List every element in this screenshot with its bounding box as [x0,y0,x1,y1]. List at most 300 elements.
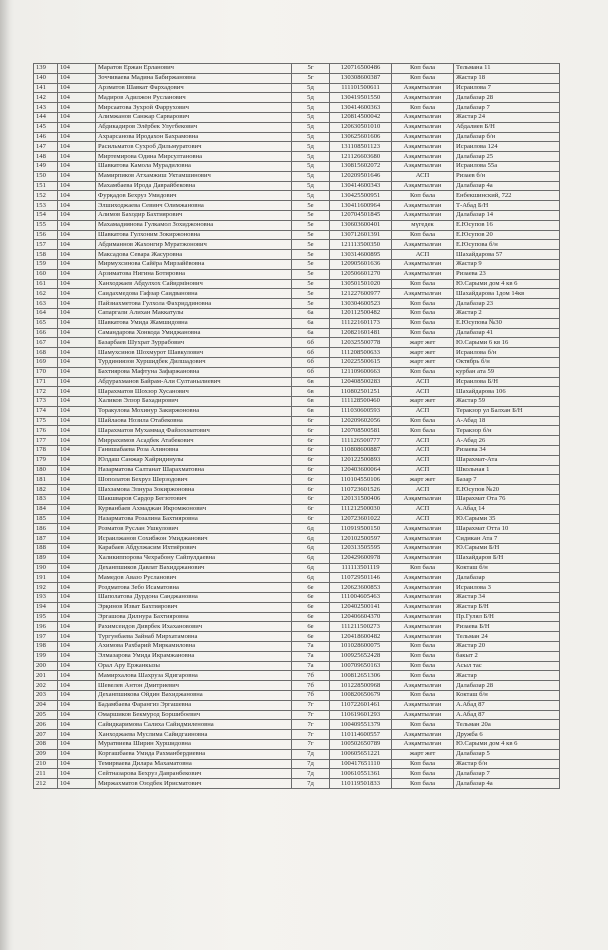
class-name-cell: 7а [292,642,330,652]
row-number-cell: 145 [34,122,58,132]
student-id-cell: 130414600343 [330,181,392,191]
table-row [34,700,560,710]
home-address-cell: Жастар 24 [454,112,560,122]
home-address-cell: Жастар 18 [454,73,560,83]
student-name-cell: Эрқинов Изват Бахтиярович [96,602,292,612]
student-name-cell: Миртемирова Одина Мирсултановна [96,152,292,162]
student-id-cell: 100610551361 [330,769,392,779]
class-name-cell: 7д [292,779,330,789]
school-number-cell: 104 [58,681,96,691]
student-id-cell: 100605651221 [330,749,392,759]
home-address-cell: Далабазар 5 [454,749,560,759]
school-number-cell: 104 [58,495,96,505]
table-row [34,583,560,593]
table-row [34,671,560,681]
table-row [34,191,560,201]
school-number-cell: 104 [58,710,96,720]
student-id-cell: 110802501251 [330,387,392,397]
class-name-cell: 5г [292,64,330,74]
family-status-cell: Аэқамтылған [392,259,454,269]
student-name-cell: Шаполатова Дурдона Санджановна [96,593,292,603]
class-name-cell: 5е [292,289,330,299]
student-id-cell: 120209602056 [330,416,392,426]
student-name-cell: Назарматова Салтанат Шарахматовна [96,465,292,475]
student-name-cell: Карабаев Абдулжасим Ихтиёрович [96,544,292,554]
home-address-cell: курбан ата 59 [454,367,560,377]
table-row [34,328,560,338]
class-name-cell: 6е [292,583,330,593]
school-number-cell: 104 [58,259,96,269]
school-number-cell: 104 [58,240,96,250]
student-id-cell: 120102500597 [330,534,392,544]
family-status-cell: Аэқамтылған [392,112,454,122]
row-number-cell: 148 [34,152,58,162]
row-number-cell: 195 [34,612,58,622]
table-row [34,730,560,740]
home-address-cell: А-Абад 26 [454,436,560,446]
family-status-cell: АСП [392,485,454,495]
row-number-cell: 160 [34,269,58,279]
student-name-cell: Сапаргали Алихан Маккатулы [96,308,292,318]
family-status-cell: Коп бала [392,191,454,201]
student-name-cell: Зоччиваева Мадина Бабиржановна [96,73,292,83]
table-row [34,602,560,612]
family-status-cell: Коп бала [392,671,454,681]
table-row [34,348,560,358]
table-row [34,651,560,661]
table-row [34,132,560,142]
class-name-cell: 7г [292,720,330,730]
class-name-cell: 5д [292,112,330,122]
student-name-cell: Мадиров Адилжон Русланович [96,93,292,103]
home-address-cell: Жастар 9 [454,259,560,269]
student-id-cell: 120406604370 [330,612,392,622]
family-status-cell: Аэқамтылған [392,632,454,642]
school-number-cell: 104 [58,524,96,534]
class-name-cell: 7а [292,661,330,671]
table-row [34,681,560,691]
family-status-cell: Коп бала [392,759,454,769]
family-status-cell: Аэқамтылған [392,289,454,299]
table-row [34,181,560,191]
row-number-cell: 184 [34,504,58,514]
class-name-cell: 6б [292,348,330,358]
table-row [34,544,560,554]
student-name-cell: Миржахматов Озодбек Ирисматович [96,779,292,789]
student-name-cell: Абдурахманов Байрам-Али Султанылиевич [96,377,292,387]
row-number-cell: 161 [34,279,58,289]
student-name-cell: Назарматова Розалина Бахтияровна [96,514,292,524]
home-address-cell: Кокташ б/н [454,691,560,701]
student-id-cell: 130304600523 [330,299,392,309]
table-row [34,269,560,279]
student-id-cell: 110619601293 [330,710,392,720]
home-address-cell: Жастар Б/Н [454,602,560,612]
row-number-cell: 173 [34,397,58,407]
family-status-cell: Аэқамтылған [392,612,454,622]
student-name-cell: Турдиниязов Хуршидбек Дилшадович [96,357,292,367]
family-status-cell: мүгедек [392,220,454,230]
class-name-cell: 5е [292,259,330,269]
student-name-cell: Темирваева Дилара Махаматовна [96,759,292,769]
school-number-cell: 104 [58,504,96,514]
row-number-cell: 176 [34,426,58,436]
school-number-cell: 104 [58,83,96,93]
class-name-cell: 6е [292,632,330,642]
row-number-cell: 146 [34,132,58,142]
family-status-cell: Коп бала [392,563,454,573]
student-name-cell: Ханходжаев Абдулхох Сайидмінович [96,279,292,289]
table-row [34,406,560,416]
class-name-cell: 6г [292,426,330,436]
table-row [34,367,560,377]
family-status-cell: Аэқамтылған [392,534,454,544]
student-id-cell: 120402500141 [330,602,392,612]
student-name-cell: Юлдаш Санжар Хайридинулы [96,455,292,465]
table-row [34,93,560,103]
table-row [34,357,560,367]
family-status-cell: Коп бала [392,720,454,730]
family-status-cell: Аэқамтылған [392,524,454,534]
class-name-cell: 5е [292,279,330,289]
family-status-cell: Аэқамтылған [392,681,454,691]
school-number-cell: 104 [58,201,96,211]
row-number-cell: 174 [34,406,58,416]
home-address-cell: Жастар 34 [454,593,560,603]
table-row [34,83,560,93]
student-name-cell: Эргашова Дилнура Бахтияровна [96,612,292,622]
student-name-cell: Бадамбаева Фарангиз Эргашевна [96,700,292,710]
home-address-cell: бакыт 2 [454,651,560,661]
family-status-cell: Аэқамтылған [392,132,454,142]
home-address-cell: Шахайдарова 1дом 14кв [454,289,560,299]
student-name-cell: Омаршиков Бекмурод Боршибоевич [96,710,292,720]
student-id-cell: 120723601022 [330,514,392,524]
school-number-cell: 104 [58,181,96,191]
student-id-cell: 131108501123 [330,142,392,152]
school-number-cell: 104 [58,250,96,260]
school-number-cell: 104 [58,544,96,554]
student-id-cell: 100709650163 [330,661,392,671]
home-address-cell: Октябрь б/н [454,357,560,367]
student-name-cell: Шополатов Бехруз Шерзодович [96,475,292,485]
row-number-cell: 192 [34,583,58,593]
home-address-cell: Шарахмат Ота 76 [454,495,560,505]
school-number-cell: 104 [58,514,96,524]
student-id-cell: 130414600363 [330,103,392,113]
student-name-cell: Абдикадиров Элёрбек Улугбекович [96,122,292,132]
student-id-cell: 101028600075 [330,642,392,652]
school-number-cell: 104 [58,416,96,426]
class-name-cell: 5е [292,250,330,260]
table-row [34,338,560,348]
school-number-cell: 104 [58,289,96,299]
student-name-cell: Махамбаева Ирода Даврайбековна [96,181,292,191]
class-name-cell: 6г [292,455,330,465]
student-id-cell: 120623600853 [330,583,392,593]
school-number-cell: 104 [58,622,96,632]
student-id-cell: 100820650679 [330,691,392,701]
student-id-cell: 110104550106 [330,475,392,485]
student-name-cell: Шайлаова Нозила Отабековна [96,416,292,426]
family-status-cell: АСП [392,455,454,465]
class-name-cell: 5д [292,93,330,103]
student-name-cell: Курванбаев Ахмаджан Икромжонович [96,504,292,514]
table-row [34,318,560,328]
home-address-cell: Кокташ б/н [454,563,560,573]
student-name-cell: Халикиппорова Чехрабону Сайпулдаевна [96,553,292,563]
row-number-cell: 168 [34,348,58,358]
row-number-cell: 212 [34,779,58,789]
school-number-cell: 104 [58,210,96,220]
student-id-cell: 110919500150 [330,524,392,534]
table-row [34,739,560,749]
school-number-cell: 104 [58,700,96,710]
family-status-cell: Коп бала [392,367,454,377]
school-number-cell: 104 [58,64,96,74]
school-number-cell: 104 [58,220,96,230]
student-id-cell: 110729501146 [330,573,392,583]
student-name-cell: Халиков Элзор Бахадирович [96,397,292,407]
family-status-cell: Коп бала [392,642,454,652]
table-row [34,710,560,720]
family-status-cell: жарт жет [392,357,454,367]
family-status-cell: Коп бала [392,416,454,426]
student-name-cell: Ахимова Рахбарий Миркамиловна [96,642,292,652]
row-number-cell: 186 [34,524,58,534]
class-name-cell: 7г [292,730,330,740]
student-name-cell: Розматов Руслан Ушкулович [96,524,292,534]
student-name-cell: Мамедов Авазо Русланович [96,573,292,583]
student-id-cell: 130712601391 [330,230,392,240]
class-name-cell: 7а [292,651,330,661]
student-name-cell: Торакулова Мохинур Закиржоновна [96,406,292,416]
class-name-cell: 5е [292,240,330,250]
row-number-cell: 200 [34,661,58,671]
row-number-cell: 189 [34,553,58,563]
row-number-cell: 157 [34,240,58,250]
row-number-cell: 140 [34,73,58,83]
row-number-cell: 196 [34,622,58,632]
table-row [34,152,560,162]
row-number-cell: 183 [34,495,58,505]
table-row [34,279,560,289]
row-number-cell: 188 [34,544,58,554]
student-id-cell: 130815602072 [330,161,392,171]
table-row [34,308,560,318]
row-number-cell: 151 [34,181,58,191]
home-address-cell: Далабазар 23 [454,299,560,309]
family-status-cell: Аэқамтылған [392,739,454,749]
home-address-cell: Базар 7 [454,475,560,485]
row-number-cell: 171 [34,377,58,387]
home-address-cell: Далабазар 28 [454,93,560,103]
student-name-cell: Сейтназарова Бехруз Давранбекович [96,769,292,779]
school-number-cell: 104 [58,122,96,132]
school-number-cell: 104 [58,759,96,769]
school-number-cell: 104 [58,397,96,407]
school-number-cell: 104 [58,455,96,465]
table-row [34,642,560,652]
student-name-cell: Мамирпиков Атхамжиш Уктамшинович [96,171,292,181]
student-id-cell: 111101500611 [330,83,392,93]
home-address-cell: Ю.Сарыми дом 4 кв 6 [454,739,560,749]
family-status-cell: Аэқамтылған [392,583,454,593]
table-row [34,240,560,250]
table-row [34,759,560,769]
student-name-cell: Алимжанов Санжар Сарварович [96,112,292,122]
table-row [34,436,560,446]
row-number-cell: 203 [34,691,58,701]
student-name-cell: Шавкатова Гулхоним Зокиржоновна [96,230,292,240]
home-address-cell: Ю.Сарыми Б/Н [454,544,560,554]
school-number-cell: 104 [58,367,96,377]
student-id-cell: 111126500777 [330,436,392,446]
school-number-cell: 104 [58,573,96,583]
home-address-cell: Далабазар [454,573,560,583]
table-row [34,299,560,309]
school-number-cell: 104 [58,671,96,681]
student-id-cell: 130411600964 [330,201,392,211]
student-name-cell: Деханпшиков Давлат Вахидджанович [96,563,292,573]
home-address-cell: Далабазар 7 [454,769,560,779]
student-name-cell: Шамухсинов Шохмурот Шавкулович [96,348,292,358]
student-id-cell: 100812651306 [330,671,392,681]
home-address-cell: Исраилова б/н [454,348,560,358]
home-address-cell: Теракзор б/н [454,426,560,436]
home-address-cell: Шарахмат-Ата [454,455,560,465]
school-number-cell: 104 [58,112,96,122]
table-row [34,426,560,436]
home-address-cell: А.Абад 14 [454,504,560,514]
home-address-cell: Теракзор ул Балхан Б/Н [454,406,560,416]
school-number-cell: 104 [58,593,96,603]
family-status-cell: Аэқамтылған [392,602,454,612]
home-address-cell: Жастар 59 [454,397,560,407]
student-name-cell: Элшиходжаева Севинч Олимжановна [96,201,292,211]
student-name-cell: Арзматов Шавкат Фархадович [96,83,292,93]
class-name-cell: 6б [292,338,330,348]
family-status-cell: Коп бала [392,769,454,779]
table-row [34,465,560,475]
school-number-cell: 104 [58,171,96,181]
table-row [34,691,560,701]
table-row [34,210,560,220]
row-number-cell: 179 [34,455,58,465]
student-id-cell: 101228500968 [330,681,392,691]
student-name-cell: Шарахматов Мухаммад Файзохматович [96,426,292,436]
family-status-cell: Аэқамтылған [392,553,454,563]
table-row [34,573,560,583]
family-status-cell: АСП [392,436,454,446]
table-row [34,769,560,779]
table-row [34,779,560,789]
student-id-cell: 120403600064 [330,465,392,475]
school-number-cell: 104 [58,739,96,749]
class-name-cell: 5е [292,210,330,220]
table-row [34,103,560,113]
student-roster-table [33,63,560,789]
home-address-cell: Т-Абад Б/Н [454,201,560,211]
class-name-cell: 7г [292,739,330,749]
row-number-cell: 164 [34,308,58,318]
row-number-cell: 167 [34,338,58,348]
home-address-cell: Жастар [454,671,560,681]
class-name-cell: 6д [292,563,330,573]
student-id-cell: 130314600895 [330,250,392,260]
school-number-cell: 104 [58,642,96,652]
family-status-cell: АСП [392,377,454,387]
student-id-cell: 120225500615 [330,357,392,367]
home-address-cell: Школьная 1 [454,465,560,475]
school-number-cell: 104 [58,191,96,201]
family-status-cell: Аэқамтылған [392,152,454,162]
home-address-cell: Далабазар 14 [454,210,560,220]
student-id-cell: 120313505595 [330,544,392,554]
row-number-cell: 207 [34,730,58,740]
home-address-cell: Абдалиев Б/Н [454,122,560,132]
school-number-cell: 104 [58,769,96,779]
family-status-cell: Аэқамтылған [392,269,454,279]
table-row [34,64,560,74]
class-name-cell: 5д [292,103,330,113]
school-number-cell: 104 [58,661,96,671]
home-address-cell: Шарахмат Отта 10 [454,524,560,534]
class-name-cell: 5е [292,220,330,230]
student-id-cell: 110119501833 [330,779,392,789]
student-id-cell: 120122500893 [330,455,392,465]
row-number-cell: 175 [34,416,58,426]
student-id-cell: 130625601606 [330,132,392,142]
class-name-cell: 7д [292,759,330,769]
table-row [34,259,560,269]
student-name-cell: Абдиманнов Жахонгир Муратжонович [96,240,292,250]
class-name-cell: 6в [292,406,330,416]
home-address-cell: Ю.Сарыми дом 4 кв 6 [454,279,560,289]
student-name-cell: Тургунбаева Зайнаб Мирхатамовна [96,632,292,642]
class-name-cell: 6а [292,318,330,328]
class-name-cell: 7б [292,681,330,691]
class-name-cell: 6г [292,436,330,446]
class-name-cell: 5е [292,230,330,240]
home-address-cell: Шахайдаров Б/Н [454,553,560,563]
row-number-cell: 204 [34,700,58,710]
home-address-cell: Ризаев б/н [454,171,560,181]
school-number-cell: 104 [58,357,96,367]
class-name-cell: 6д [292,544,330,554]
row-number-cell: 172 [34,387,58,397]
row-number-cell: 180 [34,465,58,475]
row-number-cell: 156 [34,230,58,240]
home-address-cell: А.Абад 87 [454,710,560,720]
row-number-cell: 211 [34,769,58,779]
table-row [34,563,560,573]
family-status-cell: Коп бала [392,308,454,318]
class-name-cell: 5д [292,142,330,152]
student-id-cell: 110808600887 [330,446,392,456]
student-id-cell: 111030600593 [330,406,392,416]
table-row [34,632,560,642]
row-number-cell: 159 [34,259,58,269]
family-status-cell: Коп бала [392,779,454,789]
home-address-cell: Ю.Сарыми 6 кв 16 [454,338,560,348]
family-status-cell: Аэқамтылған [392,210,454,220]
home-address-cell: Далабазар б/н [454,132,560,142]
table-row [34,622,560,632]
class-name-cell: 6а [292,308,330,318]
row-number-cell: 144 [34,112,58,122]
class-name-cell: 5д [292,161,330,171]
